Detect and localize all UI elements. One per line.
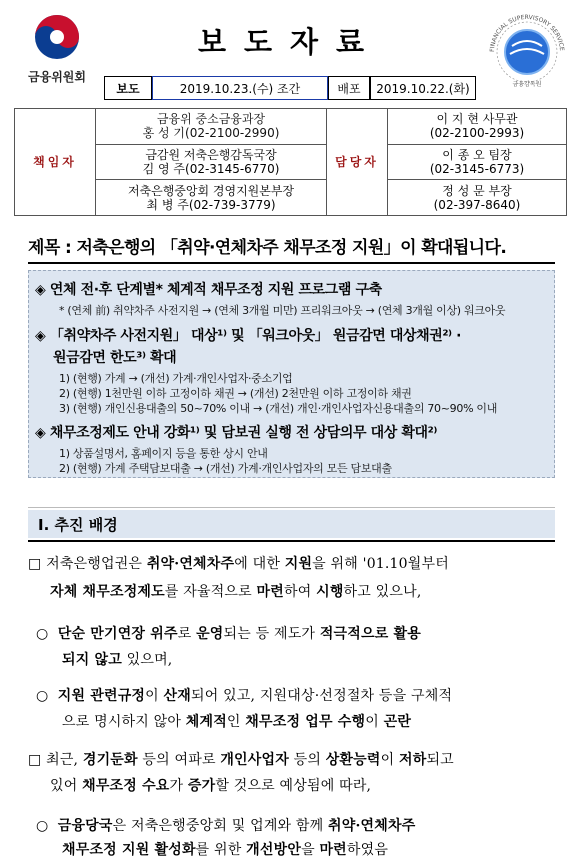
distribution-label: 배포 [328, 76, 370, 100]
contact-phone: (02-2100-2993) [429, 126, 525, 141]
paragraph-4-cont: 있어 채무조정 수요가 증가할 것으로 예상됨에 따라, [50, 778, 372, 794]
fsc-logo [14, 10, 100, 94]
paragraph-1: □ 저축은행업권은 취약·연체차주에 대한 지원을 위해 '01.10월부터 [28, 556, 449, 572]
summary-note: 1) (현행) 가계 → (개선) 가계·개인사업자·중소기업 [59, 372, 293, 385]
paragraph-3-cont: 으로 명시하지 않아 체계적인 채무조정 업무 수행이 곤란 [62, 714, 412, 730]
responsible-dept: 금융위 중소금융과장 [156, 112, 266, 127]
responsible-label: 책임자 [15, 109, 96, 216]
section-title: Ⅰ. 추진 배경 [28, 510, 555, 538]
fss-logo [482, 6, 572, 96]
distribution-date: 2019.10.22.(화) [370, 76, 476, 100]
summary-box [28, 270, 555, 478]
paragraph-2: ○ 단순 만기연장 위주로 운영되는 등 제도가 적극적으로 활용 [36, 626, 421, 642]
headline: 제목 : 저축은행의 「취약·연체차주 채무조정 지원」이 확대됩니다. [28, 238, 507, 258]
release-info-row [104, 76, 476, 100]
svg-text:FINANCIAL SUPERVISORY SERVICE: FINANCIAL SUPERVISORY SERVICE [488, 13, 566, 53]
contact-person-label: 담당자 [327, 109, 388, 216]
summary-note: 1) 상품설명서, 홈페이지 등을 통한 상시 안내 [59, 447, 268, 460]
summary-item: ◈ 채무조정제도 안내 강화¹⁾ 및 담보권 실행 전 상담의무 대상 확대²⁾ [35, 425, 437, 441]
contact-table [14, 108, 567, 216]
svg-text:금융감독원: 금융감독원 [512, 81, 542, 88]
contact-person: 정 성 문 부장 [442, 183, 512, 198]
summary-note: 2) (현행) 1천만원 이하 고정이하 채권 → (개선) 2천만원 이하 고정이하 채권 [59, 387, 412, 400]
report-label: 보도 [104, 76, 152, 100]
paragraph-4: □ 최근, 경기둔화 등의 여파로 개인사업자 등의 상환능력이 저하되고 [28, 752, 454, 768]
responsible-dept: 저축은행중앙회 경영지원본부장 [127, 183, 295, 198]
summary-note: 3) (현행) 개인신용대출의 50~70% 이내 → (개선) 개인·개인사업자신용대출의 70~90% 이내 [59, 402, 498, 415]
paragraph-1-cont: 자체 채무조정제도를 자율적으로 마련하여 시행하고 있으나, [50, 584, 422, 600]
contact-phone: (02-3145-6773) [429, 161, 525, 176]
responsible-person: 최 병 주(02-739-3779) [146, 197, 276, 212]
paragraph-5: ○ 금융당국은 저축은행중앙회 및 업계와 함께 취약·연체차주 [36, 818, 416, 834]
summary-item: ◈ 「취약차주 사전지원」 대상¹⁾ 및 「워크아웃」 원금감면 대상채권²⁾ · [35, 328, 462, 344]
summary-item-cont: 원금감면 한도³⁾ 확대 [53, 350, 177, 366]
taegeuk-emblem-icon [34, 14, 80, 60]
summary-item: ◈ 연체 전·후 단계별* 체계적 채무조정 지원 프로그램 구축 [35, 282, 382, 298]
paragraph-2-cont: 되지 않고 있으며, [62, 652, 173, 668]
report-date: 2019.10.23.(수) 조간 [152, 76, 328, 100]
contact-person: 이 지 현 사무관 [436, 112, 518, 127]
fss-emblem-icon [482, 6, 572, 96]
document-title: 보도자료 [197, 24, 383, 59]
org-name: 금융위원회 [28, 70, 86, 84]
paragraph-3: ○ 지원 관련규정이 산재되어 있고, 지원대상·선정절차 등을 구체적 [36, 688, 453, 704]
summary-note: * (연체 前) 취약차주 사전지원 → (연체 3개월 미만) 프리워크아웃 → (연체 3개월 이상) 워크아웃 [59, 304, 506, 317]
section-rule [28, 540, 555, 542]
headline-underline [28, 262, 555, 264]
responsible-person: 홍 성 기(02-2100-2990) [142, 126, 280, 141]
contact-phone: (02-397-8640) [433, 197, 521, 212]
responsible-dept: 금감원 저축은행감독국장 [145, 147, 277, 162]
contact-person: 이 종 오 팀장 [442, 147, 512, 162]
responsible-person: 김 영 주(02-3145-6770) [142, 161, 280, 176]
paragraph-5-cont: 채무조정 지원 활성화를 위한 개선방안을 마련하였음 [62, 842, 389, 858]
section-rule [28, 507, 555, 508]
summary-note: 2) (현행) 가계 주택담보대출 → (개선) 가계·개인사업자의 모든 담보대출 [59, 462, 392, 475]
